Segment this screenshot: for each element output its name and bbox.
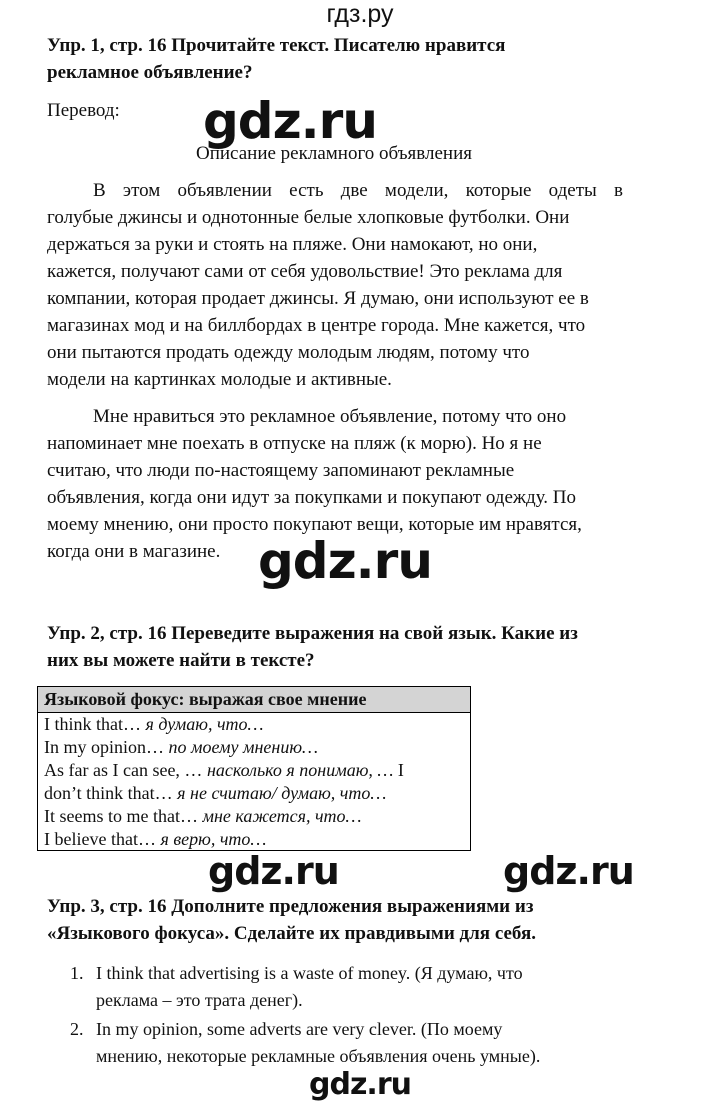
ex3-title-line1: Упр. 3, стр. 16 Дополните предложения выражениями из: [47, 896, 534, 917]
watermark-4: gdz.ru: [503, 849, 634, 893]
word: есть: [289, 180, 324, 201]
p1-line: [47, 180, 623, 207]
word: которые: [465, 180, 532, 201]
watermark-3: gdz.ru: [208, 849, 339, 893]
phrase-en: I believe that…: [44, 829, 161, 849]
p1-line: голубые джинсы и однотонные белые хлопковые футболки. Они: [47, 207, 570, 228]
site-header[interactable]: гдз.ру: [326, 0, 394, 28]
p1-line: кажется, получают сами от себя удовольствие! Это реклама для: [47, 261, 563, 282]
word: В: [93, 180, 106, 201]
table-row: [38, 805, 470, 828]
table-row: [38, 782, 470, 805]
list-item-line1: In my opinion, some adverts are very clever. (По моему: [96, 1019, 503, 1039]
list-item-line2: реклама – это трата денег).: [96, 990, 303, 1010]
ex2-title: [47, 620, 578, 674]
p1-line: компании, которая продает джинсы. Я думаю, они используют ее в: [47, 288, 589, 309]
phrase-ru: по моему мнению…: [168, 737, 319, 757]
phrase-ru: мне кажется, что…: [202, 806, 362, 826]
watermark-1: gdz.ru: [203, 92, 377, 150]
list-item: [70, 1016, 630, 1072]
word: одеты: [548, 180, 597, 201]
p2-line: когда они в магазине.: [47, 541, 221, 562]
word: две: [340, 180, 368, 201]
ex3-list: [70, 960, 630, 1072]
table-row: [38, 736, 470, 759]
language-focus-header: Языковой фокус: выражая свое мнение: [38, 687, 470, 713]
watermark-footer: gdz.ru: [309, 1067, 411, 1102]
p2-line: напоминает мне поехать в отпуске на пляж (к морю). Но я не: [47, 433, 542, 454]
ex1-title: [47, 32, 505, 86]
p2-line: объявления, когда они идут за покупками и покупают одежду. По: [47, 487, 577, 508]
ex3-title: [47, 893, 536, 947]
ex3-title-line2: «Языкового фокуса». Сделайте их правдивыми для себя.: [47, 923, 536, 944]
p1-line: магазинах мод и на биллбордах в центре города. Мне кажется, что: [47, 315, 586, 336]
list-item-line1: I think that advertising is a waste of money. (Я думаю, что: [96, 963, 523, 983]
p2-line: считаю, что люди по-настоящему запоминают рекламные: [47, 460, 515, 481]
phrase-tail: I: [393, 760, 404, 780]
p1-line: они пытаются продать одежду молодым людям, потому что: [47, 342, 530, 363]
phrase-ru: насколько я понимаю, …: [206, 760, 394, 780]
phrase-ru: я не считаю/ думаю, что…: [177, 783, 387, 803]
phrase-en: In my opinion…: [44, 737, 169, 757]
ex1-subtitle: Описание рекламного объявления: [196, 143, 472, 164]
list-item: [70, 960, 630, 1016]
list-item-number: 2.: [70, 1019, 84, 1039]
word: в: [614, 180, 623, 201]
p2-line: Мне нравиться это рекламное объявление, потому что оно: [93, 406, 567, 427]
p1-line: модели на картинках молодые и активные.: [47, 369, 392, 390]
table-row: [38, 713, 470, 736]
ex1-title-line1: Упр. 1, стр. 16 Прочитайте текст. Писателю нравится: [47, 35, 506, 56]
ex1-title-line2: рекламное объявление?: [47, 62, 253, 83]
ex2-title-line1: Упр. 2, стр. 16 Переведите выражения на свой язык. Какие из: [47, 623, 578, 644]
table-row: [38, 759, 470, 782]
watermark-2: gdz.ru: [258, 532, 432, 590]
table-row: [38, 828, 470, 851]
language-focus-table: [37, 686, 471, 851]
word: этом: [122, 180, 161, 201]
translation-label: Перевод:: [47, 100, 120, 121]
list-item-number: 1.: [70, 963, 84, 983]
ex1-paragraph-1: [47, 180, 623, 396]
phrase-en: I think that…: [44, 714, 146, 734]
p2-line: моему мнению, они просто покупают вещи, которые им нравятся,: [47, 514, 582, 535]
phrase-ru: я думаю, что…: [145, 714, 264, 734]
p1-line: держаться за руки и стоять на пляже. Они намокают, но они,: [47, 234, 538, 255]
word: модели,: [384, 180, 449, 201]
list-item-line2: мнению, некоторые рекламные объявления очень умные).: [96, 1046, 541, 1066]
phrase-ru: я верю, что…: [160, 829, 267, 849]
phrase-en: don’t think that…: [44, 783, 178, 803]
phrase-en: It seems to me that…: [44, 806, 203, 826]
word: объявлении: [177, 180, 272, 201]
phrase-en: As far as I can see, …: [44, 760, 207, 780]
ex2-title-line2: них вы можете найти в тексте?: [47, 650, 315, 671]
